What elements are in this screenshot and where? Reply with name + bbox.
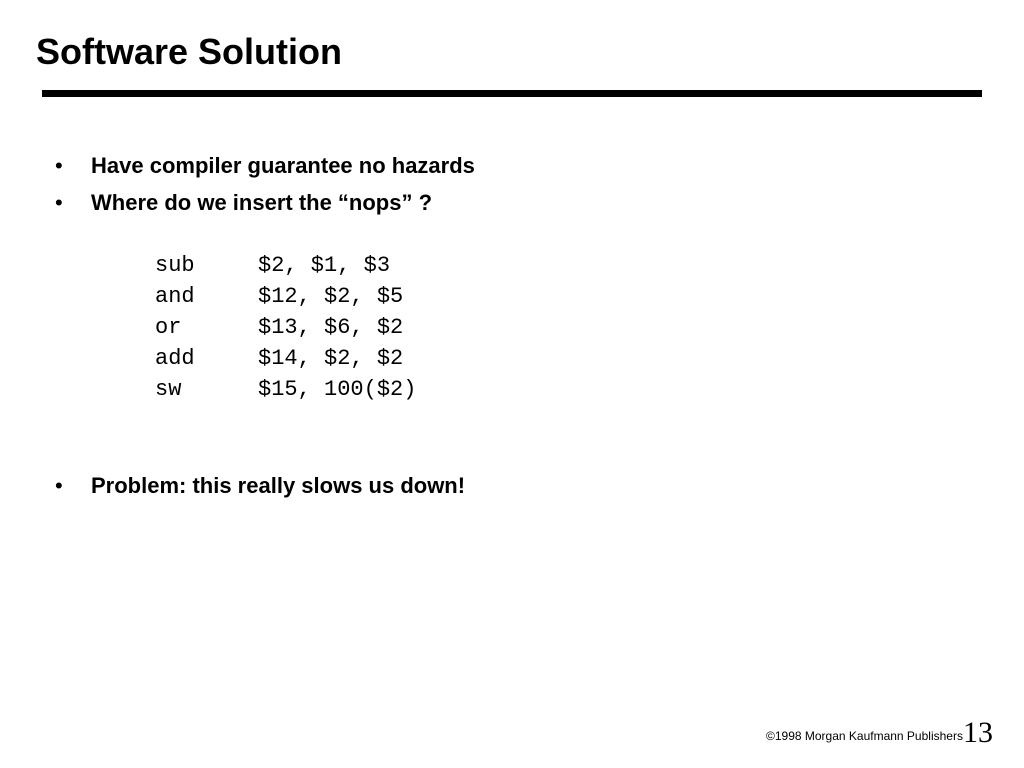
code-line <box>155 250 416 281</box>
page-number: 13 <box>963 716 993 749</box>
code-args: $2, $1, $3 <box>258 253 391 278</box>
code-line <box>155 343 416 374</box>
code-line <box>155 312 416 343</box>
code-opcode: or <box>155 315 182 340</box>
code-block <box>155 250 416 405</box>
bullet-marker: • <box>55 190 63 215</box>
code-opcode: and <box>155 284 195 309</box>
code-line <box>155 374 416 405</box>
code-args: $13, $6, $2 <box>258 315 404 340</box>
slide-title: Software Solution <box>36 31 342 72</box>
bullet-text: Problem: this really slows us down! <box>91 473 466 498</box>
code-args: $12, $2, $5 <box>258 284 404 309</box>
code-opcode: add <box>155 346 195 371</box>
code-line <box>155 281 416 312</box>
bullet-text: Where do we insert the “nops” ? <box>91 190 433 215</box>
bullet-item <box>55 189 432 217</box>
copyright-footer: ©1998 Morgan Kaufmann Publishers <box>766 729 963 743</box>
code-opcode: sw <box>155 377 182 402</box>
title-divider <box>42 90 982 97</box>
bullet-item <box>55 152 475 180</box>
bullet-marker: • <box>55 153 63 178</box>
code-args: $14, $2, $2 <box>258 346 404 371</box>
code-opcode: sub <box>155 253 195 278</box>
code-args: $15, 100($2) <box>258 377 417 402</box>
bullet-item <box>55 472 465 500</box>
bullet-text: Have compiler guarantee no hazards <box>91 153 475 178</box>
bullet-marker: • <box>55 473 63 498</box>
